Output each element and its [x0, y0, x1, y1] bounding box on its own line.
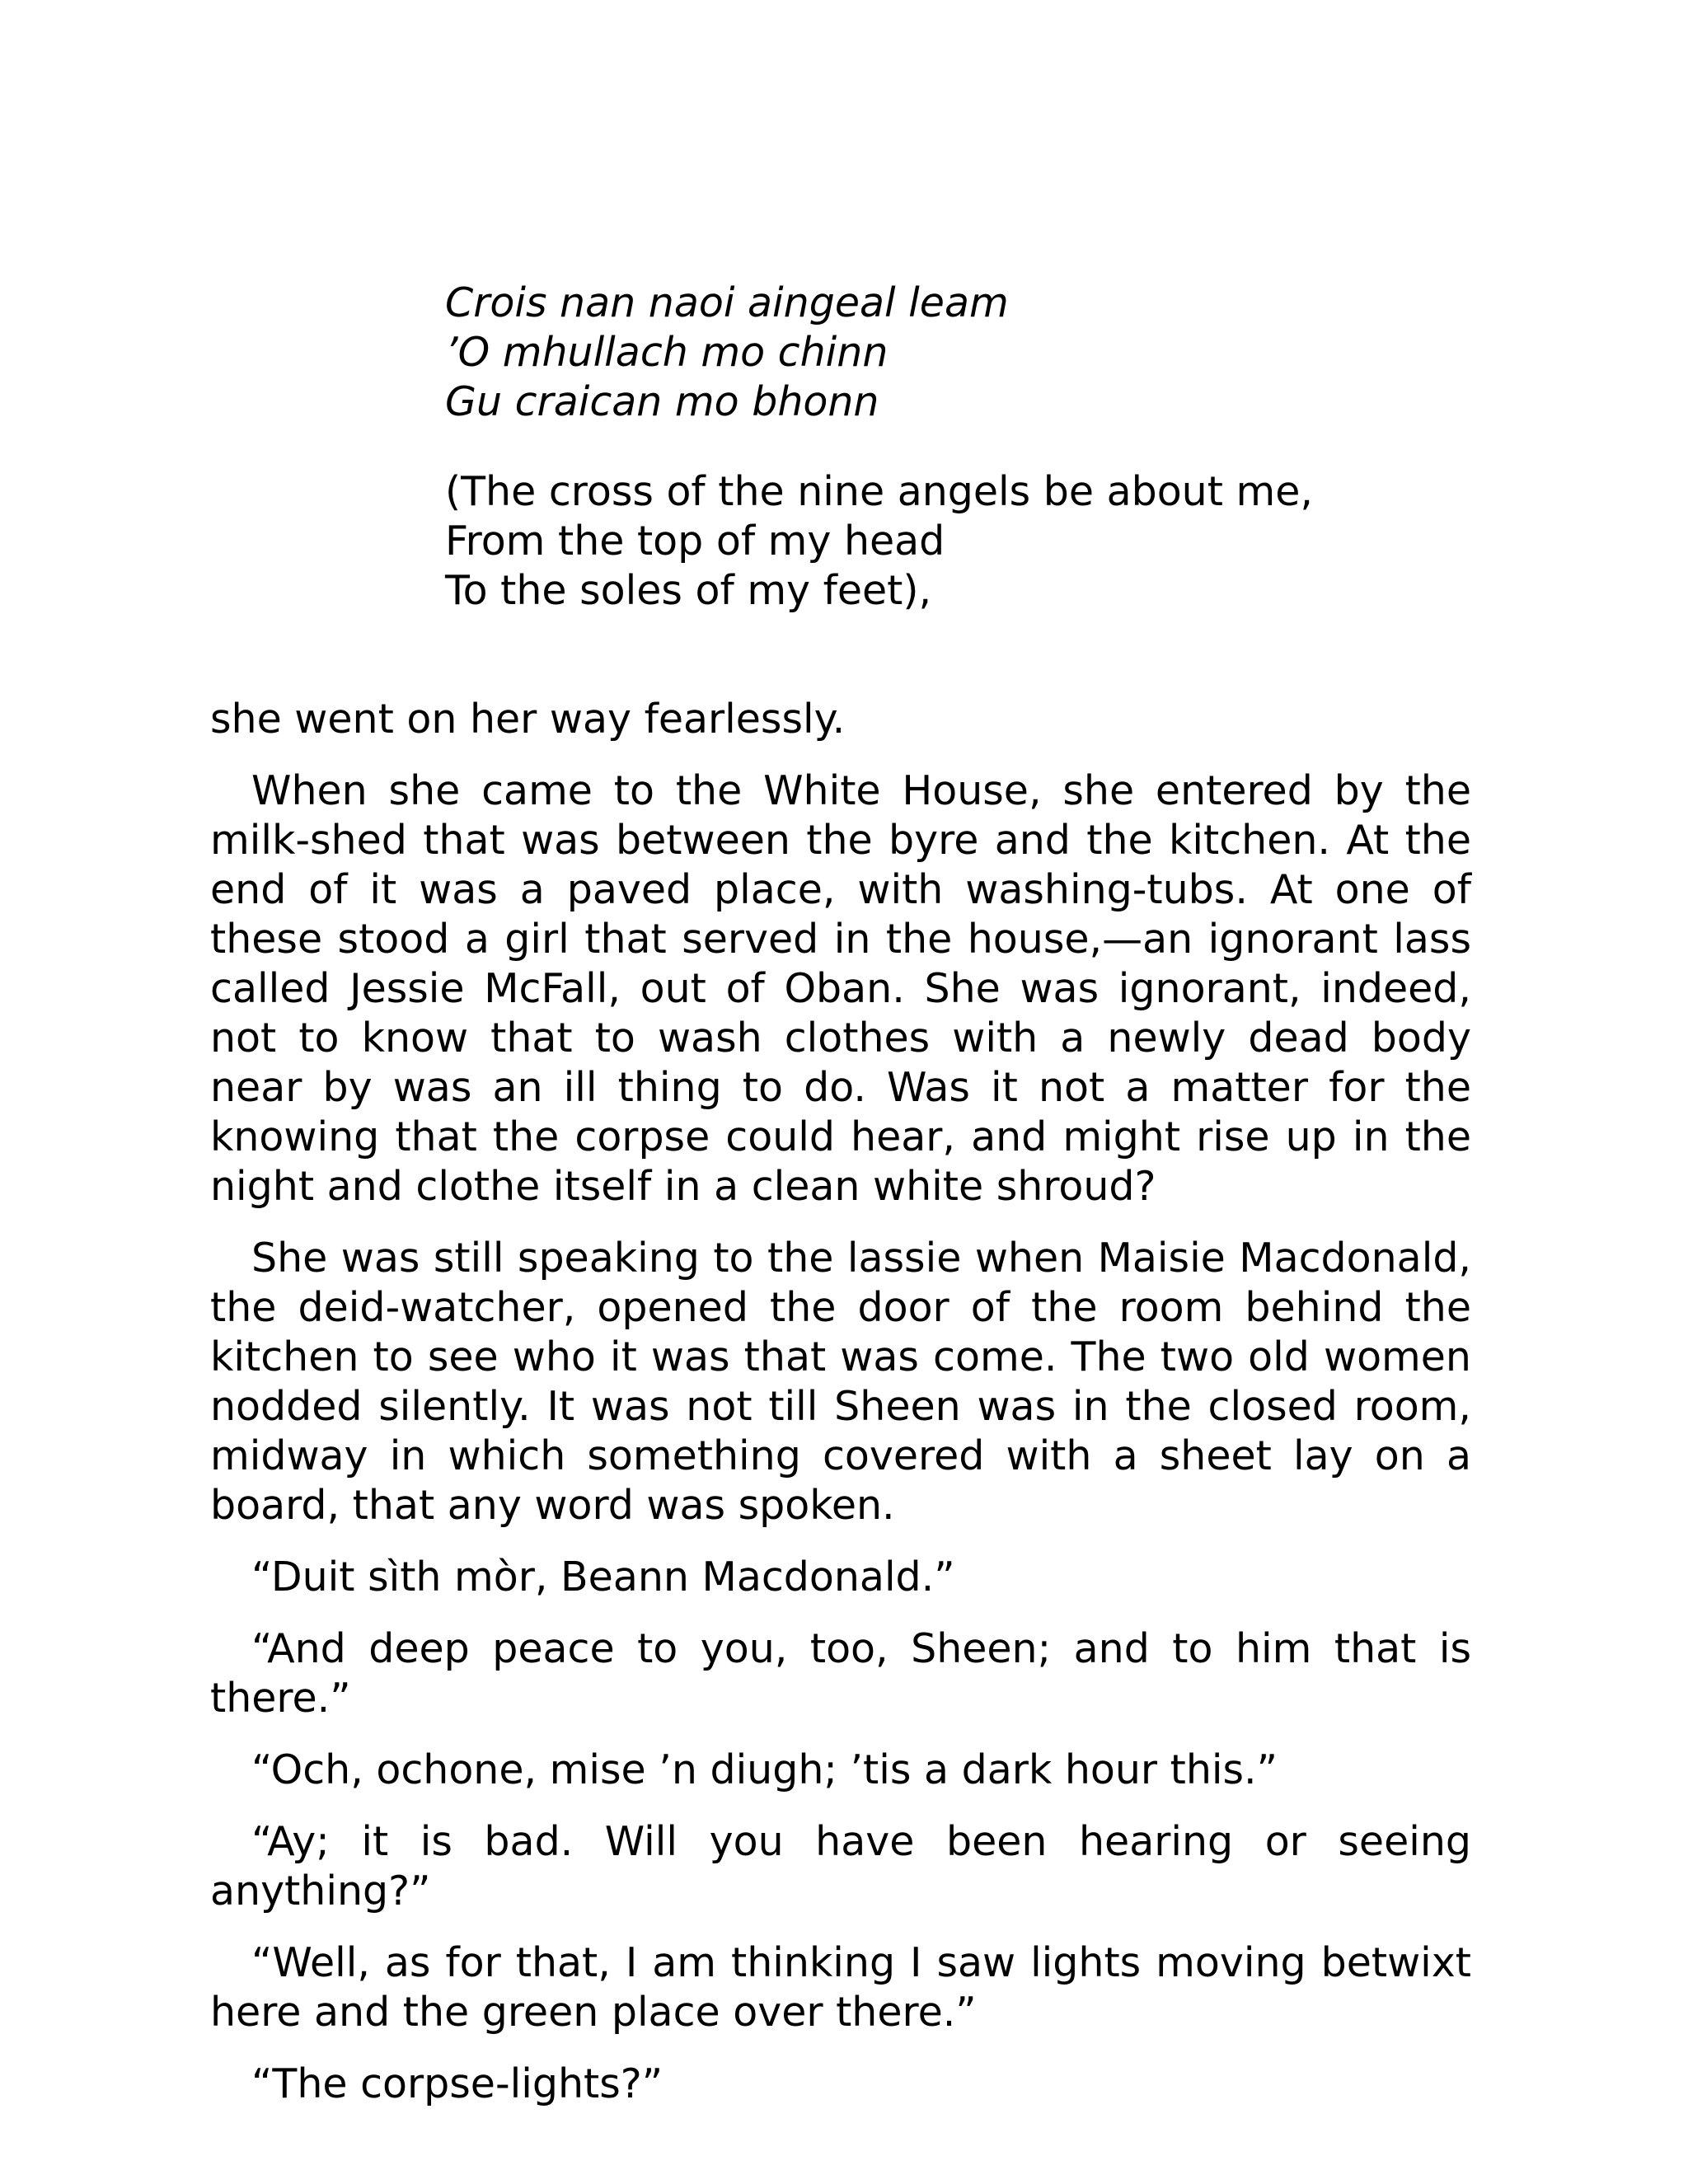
paragraph: “Ay; it is bad. Will you have been hearing or seeing anything?”: [210, 1818, 1471, 1915]
verse-line: Gu craican mo bhonn: [445, 378, 879, 425]
verse-line: To the soles of my feet),: [445, 567, 932, 614]
paragraph: she went on her way fearlessly.: [210, 696, 846, 743]
paragraph: She was still speaking to the lassie when Maisie Macdonald, the deid-watcher, opened the door of the room behind the kitchen to see who it was that was come. The two old women nodded silently. It was not till Sheen was in the closed room, midway in which something covered with a sheet lay on a board, that any word was spoken.: [210, 1235, 1471, 1529]
verse-line: From the top of my head: [445, 518, 945, 565]
paragraph: When she came to the White House, she entered by the milk-shed that was between the byre and the kitchen. At the end of it was a paved place, with washing-tubs. At one of these stood a girl that served in the house,—an ignorant lass called Jessie McFall, out of Oban. She was ignorant, indeed, not to know that to wash clothes with a newly dead body near by was an ill thing to do. Was it not a matter for the knowing that the corpse could hear, and might rise up in the night and clothe itself in a clean white shroud?: [210, 767, 1471, 1210]
paragraph: “The corpse-lights?”: [251, 2060, 663, 2107]
paragraph: “Och, ochone, mise ’n diugh; ’tis a dark hour this.”: [251, 1746, 1278, 1793]
verse-line: ’O mhullach mo chinn: [445, 329, 889, 376]
translation-verse: [445, 467, 1517, 616]
paragraph: “And deep peace to you, too, Sheen; and to him that is there.”: [210, 1625, 1471, 1722]
paragraph: “Well, as for that, I am thinking I saw lights moving betwixt here and the green place over there.”: [210, 1939, 1471, 2036]
verse-line: Crois nan naoi aingeal leam: [445, 279, 1009, 326]
gaelic-verse: [445, 279, 1517, 427]
prose-body: [210, 695, 1471, 2131]
verse-line: (The cross of the nine angels be about me,: [445, 468, 1313, 515]
paragraph: “Duit sìth mòr, Beann Macdonald.”: [251, 1554, 955, 1601]
